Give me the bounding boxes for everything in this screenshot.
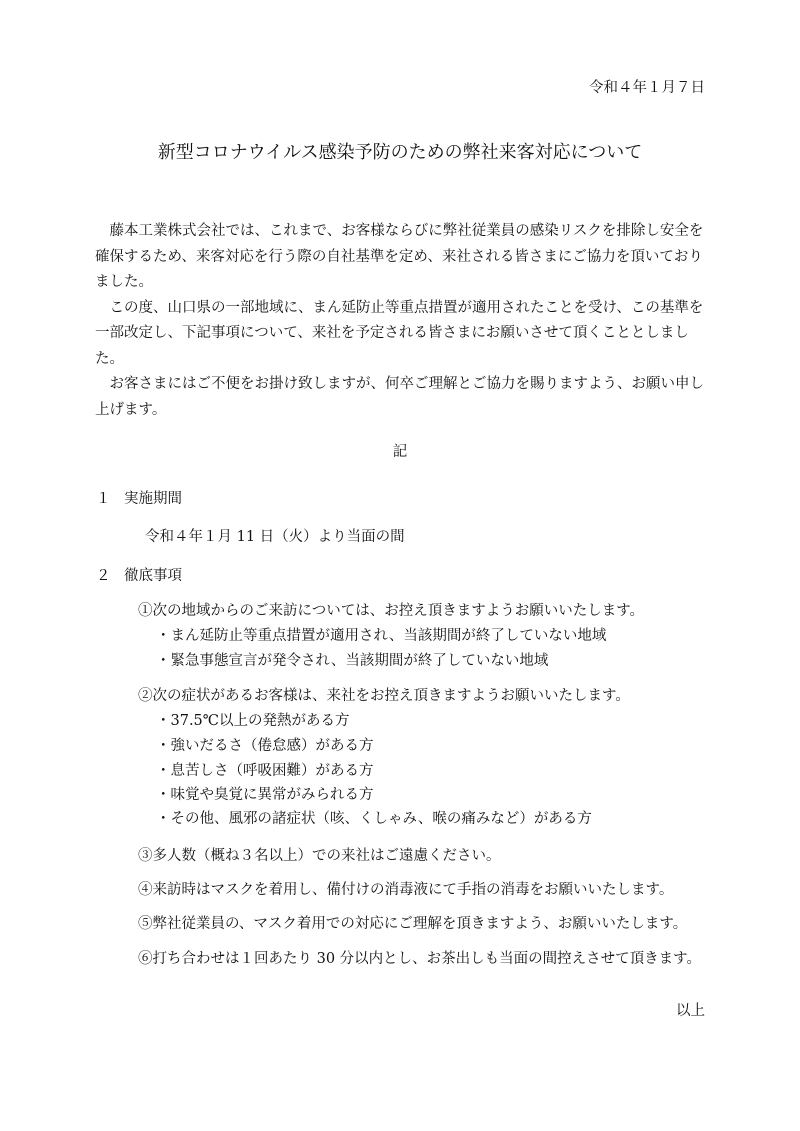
document-date: 令和４年１月７日 — [589, 80, 705, 96]
list-item: ・その他、風邪の諸症状（咳、くしゃみ、喉の痛みなど）がある方 — [156, 811, 592, 827]
item-3-text: ③多人数（概ね３名以上）での来社はご遠慮ください。 — [138, 848, 501, 864]
item-6-text: ⑥打ち合わせは１回あたり 30 分以内とし、お茶出しも当面の間控えさせて頂きます。 — [138, 951, 702, 967]
list-item: ・37.5℃以上の発熱がある方 — [156, 713, 350, 729]
list-item: ・味覚や臭覚に異常がみられる方 — [156, 787, 374, 803]
list-item: ・息苦しさ（呼吸困難）がある方 — [156, 763, 374, 779]
list-item: ・まん延防止等重点措置が適用され、当該期間が終了していない地域 — [156, 628, 607, 644]
item-2-text: ②次の症状があるお客様は、来社をお控え頂きますようお願いいたします。 — [138, 688, 630, 704]
document-title: 新型コロナウイルス感染予防のための弊社来客対応について — [157, 142, 643, 163]
list-item: ・強いだるさ（倦怠感）がある方 — [156, 738, 374, 754]
section-2-number: ２ — [96, 568, 111, 584]
section-1-heading: 実施期間 — [124, 491, 182, 507]
item-4-text: ④来訪時はマスクを着用し、備付けの消毒液にて手指の消毒をお願いいたします。 — [138, 882, 674, 898]
section-2-heading: 徹底事項 — [124, 568, 182, 584]
item-1-text: ①次の地域からのご来訪については、お控え頂きますようお願いいたします。 — [138, 603, 645, 619]
item-5-text: ⑤弊社従業員の、マスク着用での対応にご理解を頂きますよう、お願いいたします。 — [138, 916, 688, 932]
intro-paragraph: お客さまにはご不便をお掛け致しますが、何卒ご理解とご協力を賜りますよう、お願い申し上げます。 — [95, 376, 704, 418]
intro-paragraph: この度、山口県の一部地域に、まん延防止等重点措置が適用されたことを受け、この基準を一部改定し、下記事項について、来社を予定される皆さまにお願いさせて頂くこととしました。 — [95, 299, 704, 367]
intro-text — [95, 219, 715, 423]
section-1-number: １ — [96, 491, 111, 507]
closing-text: 以上 — [676, 1003, 705, 1019]
list-item: ・緊急事態宣言が発令され、当該期間が終了していない地域 — [156, 653, 549, 669]
ki-heading: 記 — [392, 444, 408, 460]
intro-paragraph: 藤本工業株式会社では、これまで、お客様ならびに弊社従業員の感染リスクを排除し安全を確保するため、来客対応を行う際の自社基準を定め、来社される皆さまにご協力を頂いておりました。 — [95, 223, 704, 290]
implementation-period: 令和４年１月 11 日（火）より当面の間 — [145, 529, 405, 545]
